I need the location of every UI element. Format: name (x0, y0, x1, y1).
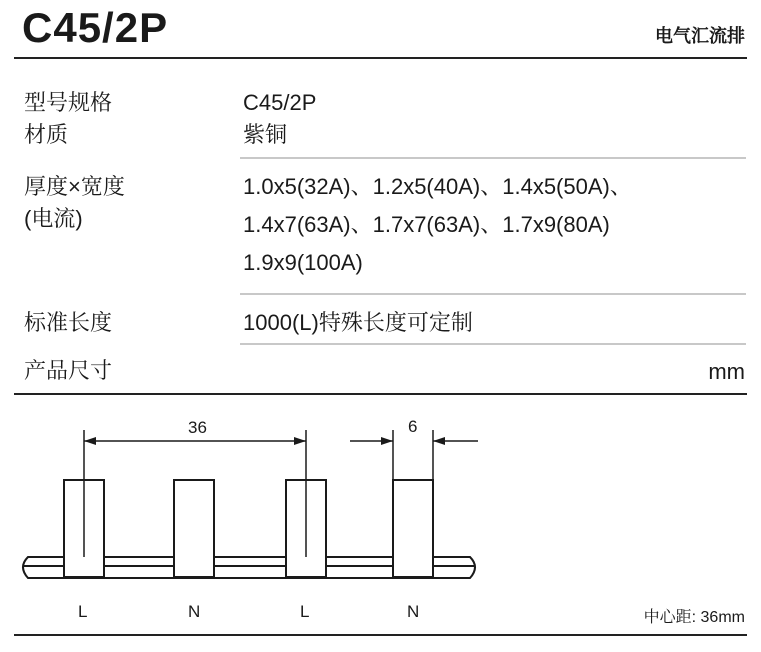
dimensions-label: 产品尺寸 (24, 358, 113, 383)
thickness-label-2: (电流) (24, 206, 83, 231)
center-distance: 中心距: 36mm (643, 609, 745, 626)
pole-label: L (78, 602, 88, 621)
unit-label: mm (708, 359, 745, 384)
pole-label: N (407, 602, 420, 621)
busbar-tab (174, 480, 214, 577)
pole-label: N (188, 602, 201, 621)
pitch-dimension: 36 (188, 418, 207, 437)
product-title: C45/2P (22, 4, 169, 51)
length-label: 标准长度 (24, 310, 113, 335)
arrow-head (381, 437, 393, 445)
length-value: 1000(L)特殊长度可定制 (243, 310, 473, 335)
model-value: C45/2P (243, 90, 317, 115)
arrow-head (433, 437, 445, 445)
arrow-head (84, 437, 96, 445)
bottom-rule (14, 634, 747, 636)
model-label: 型号规格 (24, 90, 113, 115)
thickness-value-3: 1.9x9(100A) (243, 250, 363, 275)
width-dimension: 6 (408, 417, 418, 436)
thickness-label-1: 厚度×宽度 (24, 174, 125, 199)
pole-label: L (300, 602, 310, 621)
thickness-value-2: 1.4x7(63A)、1.7x7(63A)、1.7x9(80A) (243, 212, 610, 237)
busbar-tab (393, 480, 433, 577)
product-category: 电气汇流排 (655, 26, 745, 46)
material-label: 材质 (24, 122, 69, 147)
thickness-value-1: 1.0x5(32A)、1.2x5(40A)、1.4x5(50A)、 (243, 174, 632, 199)
material-value: 紫铜 (243, 122, 288, 147)
arrow-head (294, 437, 306, 445)
